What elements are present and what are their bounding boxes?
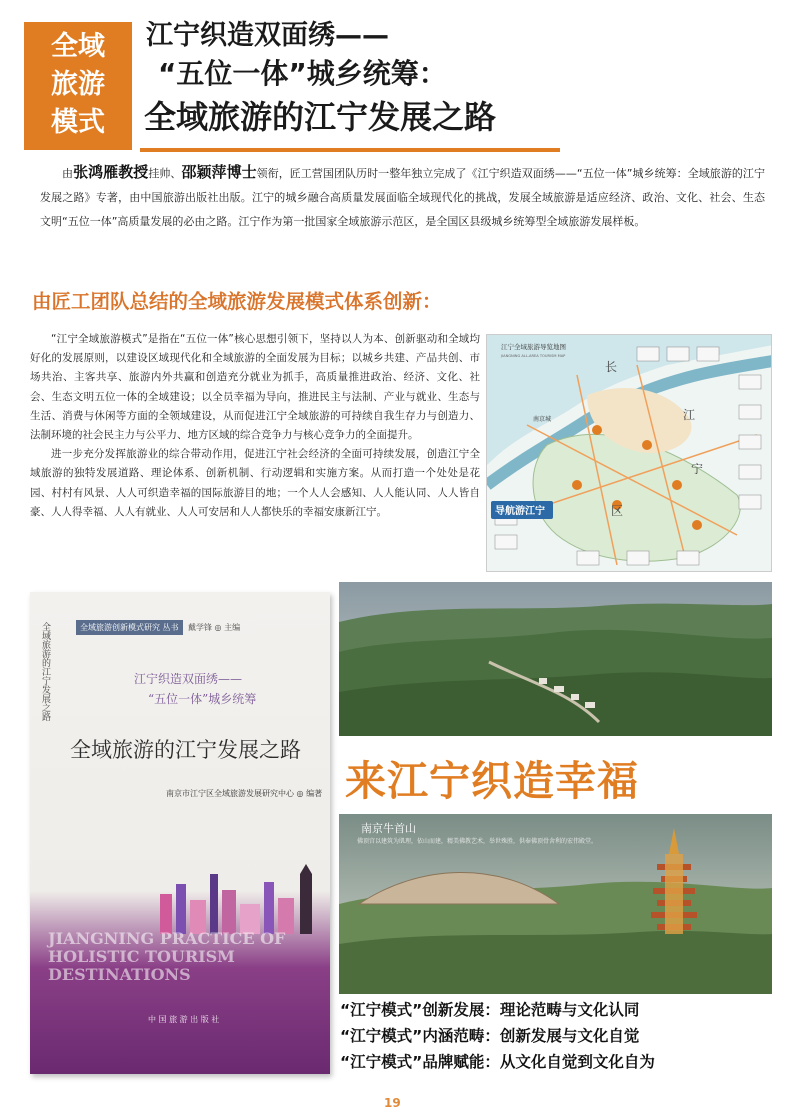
badge-line: 全域 [51, 31, 105, 62]
page-title [140, 18, 760, 140]
book-subtitle-2: “五位一体”城乡统筹 [148, 692, 257, 706]
book-skyline-graphic [150, 854, 320, 934]
book-cover-image [30, 592, 330, 1074]
intro-paragraph: 由张鸿雁教授挂帅、邵颖萍博士领衔，匠工营国团队历时一整年独立完成了《江宁织造双面绣——“五位一体”城乡统筹：全域旅游的江宁发展之路》专著，由中国旅游出版社出版。江宁的城乡融合高质量发展面临全域现代化的挑战，发展全域旅游是适应经济、政治、文化、社会、生态文明“五位一体”高质量发展的必由之路。江宁作为第一批国家全域旅游示范区，是全国区县级城乡统筹型全域旅游发展样板。 [40, 163, 765, 228]
niushoushan-photo [339, 814, 772, 994]
author-name: 邵颖萍博士 [181, 163, 257, 181]
tagline: “江宁模式”内涵范畴：创新发展与文化自觉 [340, 1027, 640, 1045]
title-line-3: 全域旅游的江宁发展之路 [144, 98, 497, 136]
section-heading: 由匠工团队总结的全域旅游发展模式体系创新： [32, 290, 442, 313]
map-title: 江宁全域旅游导览地图 [501, 343, 566, 351]
photo-caption: 南京牛首山 [361, 822, 416, 835]
book-subtitle-1: 江宁织造双面绣—— [134, 672, 243, 686]
section-badge [24, 22, 132, 150]
book-spine-text: 全域旅游的江宁发展之路 [40, 622, 50, 721]
map-char: 区 [611, 504, 624, 518]
tagline: “江宁模式”创新发展：理论范畴与文化认同 [340, 1001, 640, 1019]
landscape-photo [339, 582, 772, 736]
title-line-1: 江宁织造双面绣—— [146, 20, 389, 51]
body-paragraph: 进一步充分发挥旅游业的综合带动作用，促进江宁社会经济的全面可持续发展，创造江宁全域旅游的独特发展道路、理论体系、创新机制、行动逻辑和实施方案。从而打造一个处处是花园、村村有风景、人人可织造幸福的国际旅游目的地；一个人人会感知、人人能认同、人人皆自豪、人人得幸福、人人有就业、人人可安居和人人都快乐的幸福安康新江宁。 [30, 448, 480, 518]
book-editor: 戴学锋 ◎ 主编 [188, 623, 241, 632]
book-publisher: 南京市江宁区全域旅游发展研究中心 ◎ 编著 [166, 789, 323, 798]
tagline: “江宁模式”品牌赋能：从文化自觉到文化自为 [340, 1053, 655, 1071]
map-char: 宁 [691, 462, 704, 476]
map-char: 长 [605, 360, 618, 374]
photo-subcaption: 佛顶宫以建筑为肌理，依山而建，精美佛教艺术，举世殊胜，供奉佛顶骨舍利的宏伟殿堂。 [357, 838, 598, 845]
body-text [30, 330, 480, 522]
book-imprint: 中 国 旅 游 出 版 社 [148, 1015, 220, 1024]
title-line-2: “五位一体”城乡统筹： [158, 57, 447, 90]
map-logo: 导航游江宁 [495, 506, 545, 517]
badge-line: 旅游 [51, 69, 105, 100]
author-name: 张鸿雁教授 [73, 163, 149, 181]
book-english-title: JIANGNING PRACTICE OF HOLISTIC TOURISM DESTINATIONS [48, 929, 286, 984]
title-underline [140, 148, 560, 152]
slogan: 来江宁织造幸福 [345, 757, 639, 805]
map-subtitle: JIANGNING ALL-AREA TOURISM MAP [501, 354, 566, 358]
book-series-label: 全域旅游创新模式研究 丛书 [76, 620, 183, 635]
badge-line: 模式 [51, 107, 105, 138]
map-char: 江 [683, 408, 696, 422]
page-number: 19 [384, 1096, 401, 1110]
map-city-label: 南京城 [533, 416, 552, 423]
tourism-map-image [486, 334, 772, 572]
book-title: 全域旅游的江宁发展之路 [70, 738, 301, 762]
body-paragraph: “江宁全域旅游模式”是指在“五位一体”核心思想引领下，坚持以人为本、创新驱动和全域均好化的发展原则，以建设区域现代化和全域旅游的全面发展为目标；以城乡共建、产品共创、市场共治、主客共享、旅游内外共赢和创造充分就业为抓手，高质量推进政治、经济、文化、社会、生态文明五位一体的全域建设；以全员幸福为导向，推进民主与法制、产业与就业、生态与生活、消费与休闲等方面的全领域建设，从而促进江宁全域旅游的可持续自我生存力与创造力、法制环境的社会民主力与公平力、地方区域的综合竞争力与核心竞争力的全面提升。 [30, 333, 480, 442]
